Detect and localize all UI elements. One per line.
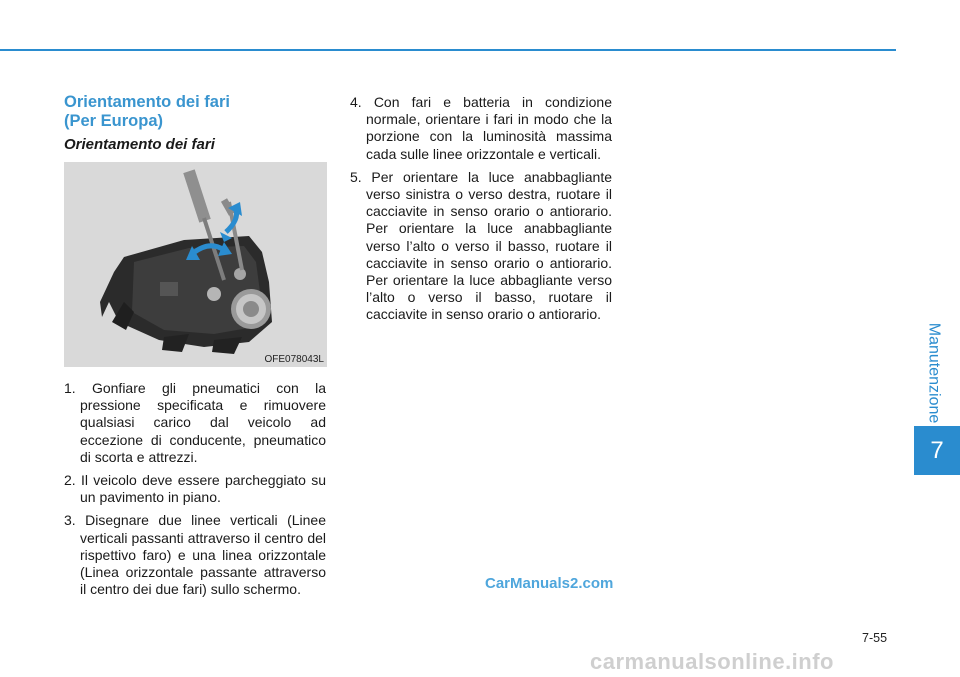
watermark-link[interactable]: CarManuals2.com: [485, 575, 614, 592]
section-title: [64, 93, 314, 131]
step-item: 4. Con fari e batteria in condizione normale, orientare i fari in modo che la porzione con la luminosità massima cada sulle linee orizzontale e verticali.: [350, 94, 612, 162]
headlamp-figure: [64, 162, 327, 367]
section-side-label: [918, 318, 948, 428]
steps-list-right: [350, 94, 612, 330]
headlamp-illustration: [64, 162, 327, 367]
footer-watermark: carmanualsonline.info: [590, 649, 834, 674]
step-item: 5. Per orientare la luce anabbagliante verso sinistra o verso destra, ruotare il cacciavite in senso orario o antiorario. Per orientare la luce anabbagliante verso l’alto o verso il basso, ruotare il cacciavite in senso orario o antiorario. Per orientare la luce abbagliante verso l’alto o verso il basso, ruotare il cacciavite in senso orario o antiorario.: [350, 168, 612, 323]
chapter-tab[interactable]: 7: [914, 426, 960, 475]
step-item: 1. Gonfiare gli pneumatici con la pressione specificata e rimuovere qualsiasi carico dal veicolo ad eccezione di conducente, pneumatico di scorta e attrezzi.: [64, 380, 326, 465]
step-item: 2. Il veicolo deve essere parcheggiato su un pavimento in piano.: [64, 472, 326, 506]
section-title-line1: Orientamento dei fari: [64, 93, 230, 111]
section-side-label-text: Manutenzione: [925, 322, 943, 424]
section-title-line2: (Per Europa): [64, 112, 164, 130]
header-rule: [0, 49, 896, 51]
step-item: 3. Disegnare due linee verticali (Linee verticali passanti attraverso il centro del rispettivo faro) e una linea orizzontale (Linea orizzontale passante attraverso il centro dei due fari) sullo schermo.: [64, 512, 326, 598]
page-number: 7-55: [862, 631, 888, 645]
steps-list-left: [64, 380, 326, 604]
figure-code: OFE078043L: [264, 354, 324, 365]
subsection-title: Orientamento dei fari: [64, 136, 215, 153]
